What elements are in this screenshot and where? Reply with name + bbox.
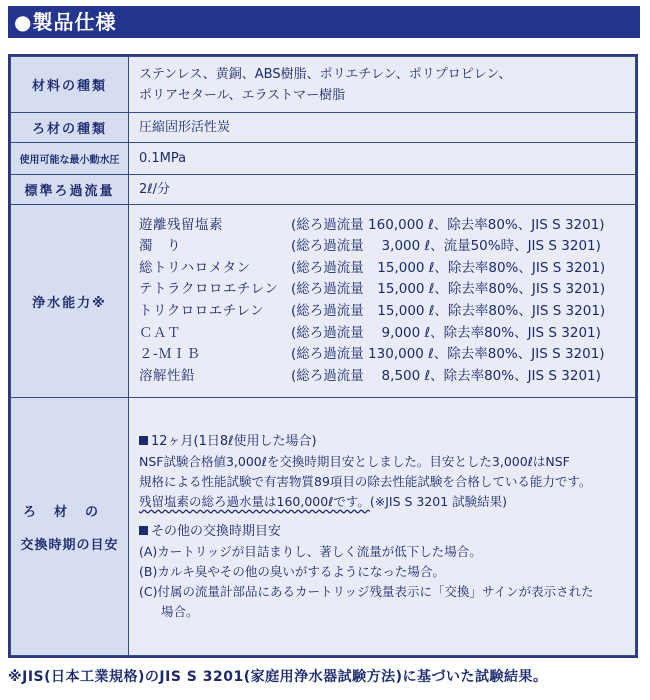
contaminant-name: 総トリハロメタン: [139, 259, 251, 276]
list-item: [139, 279, 625, 301]
contaminant-detail: (総ろ過流量 15,000 ℓ、除去率80%、JIS S 3201): [291, 303, 606, 319]
filter-media-label: ろ材の種類: [11, 113, 129, 143]
list-item: [139, 323, 625, 345]
replacement-guidance: [129, 398, 636, 656]
material-label: 材料の種類: [11, 57, 129, 113]
table-row-min-pressure: [11, 143, 636, 175]
contaminant-detail: (総ろ過流量 8,500 ℓ、除去率80%、JIS S 3201): [291, 367, 601, 384]
contaminant-name: ２-ＭＩＢ: [139, 346, 201, 363]
min-pressure-label: 使用可能な最小動水圧: [11, 143, 129, 175]
material-line-1: ステンレス、黄銅、ABS樹脂、ポリエチレン、ポリプロピレン、: [139, 66, 512, 82]
section-header: [8, 6, 640, 38]
square-bullet-icon: [139, 526, 148, 535]
contaminant-detail: (総ろ過流量 130,000 ℓ、除去率80%、JIS S 3201): [291, 346, 605, 363]
contaminant-detail: (総ろ過流量 3,000 ℓ、流量50%時、JIS S 3201): [291, 238, 601, 255]
replacement-section-1-title: 12ヶ月(1日8ℓ使用した場合): [139, 432, 625, 452]
replacement-condition-c-line-2: 場合。: [161, 603, 199, 619]
table-row-replacement: [11, 398, 636, 656]
material-line-2: ポリアセタール、エラストマー樹脂: [139, 87, 346, 103]
square-bullet-icon: [139, 436, 148, 445]
contaminant-name: 溶解性鉛: [139, 367, 195, 384]
list-item: [139, 301, 625, 323]
flow-rate-value: 2ℓ/分: [129, 175, 636, 205]
replacement-label-line-2: 交換時期の目安: [20, 537, 119, 553]
contaminant-name: 遊離残留塩素: [139, 216, 223, 233]
underlined-chlorine-note: 残留塩素の総ろ過水量は160,000ℓです。: [139, 493, 370, 509]
footnote: ※JIS(日本工業規格)のJIS S 3201(家庭用浄水器試験方法)に基づいた試験結果。: [8, 669, 548, 685]
replacement-label: [11, 398, 129, 656]
replacement-condition-b: (B)カルキ臭やその他の臭いがするようになった場合。: [139, 563, 445, 579]
flow-rate-label: 標準ろ過流量: [11, 175, 129, 205]
contaminant-name: テトラクロロエチレン: [139, 281, 279, 298]
list-item: [139, 344, 625, 366]
replacement-condition-a: (A)カートリッジが目詰まりし、著しく流量が低下した場合。: [139, 543, 482, 559]
replacement-label-line-1: ろ材の: [22, 504, 116, 520]
table-row-filter-media: [11, 113, 636, 143]
replacement-section-2-title: その他の交換時期目安: [139, 522, 625, 542]
min-pressure-value: 0.1MPa: [129, 143, 636, 175]
contaminant-detail: (総ろ過流量 15,000 ℓ、除去率80%、JIS S 3201): [291, 281, 606, 298]
list-item: [139, 366, 625, 388]
replacement-condition-c-line-1: (C)付属の流量計部品にあるカートリッジ残量表示に「交換」サインが表示された: [139, 583, 594, 599]
contaminant-detail: (総ろ過流量 9,000 ℓ、除去率80%、JIS S 3201): [291, 324, 601, 341]
contaminant-name: 濁 り: [139, 238, 181, 255]
list-item: [139, 236, 625, 258]
capability-label: 浄水能力※: [11, 205, 129, 398]
spec-table: [8, 54, 638, 658]
table-row-flow-rate: [11, 175, 636, 205]
contaminant-detail: (総ろ過流量 15,000 ℓ、除去率80%、JIS S 3201): [291, 259, 606, 276]
capability-list: [129, 205, 636, 398]
material-value: [129, 57, 636, 113]
contaminant-name: ＣＡＴ: [139, 324, 181, 341]
replacement-section-1-line-1: NSF試験合格値3,000ℓを交換時期目安としました。目安とした3,000ℓはNSF: [139, 453, 570, 469]
replacement-section-1-line-3: 残留塩素の総ろ過水量は160,000ℓです。(※JIS S 3201 試験結果): [139, 493, 508, 509]
list-item: [139, 258, 625, 280]
list-item: [139, 215, 625, 237]
contaminant-detail: (総ろ過流量 160,000 ℓ、除去率80%、JIS S 3201): [291, 216, 605, 233]
section-title: ●製品仕様: [14, 10, 117, 34]
table-row-material: [11, 57, 636, 113]
contaminant-name: トリクロロエチレン: [139, 303, 265, 319]
replacement-section-1-line-2: 規格による性能試験で有害物質89項目の除去性能試験を合格している能力です。: [139, 473, 592, 489]
filter-media-value: 圧縮固形活性炭: [129, 113, 636, 143]
table-row-capability: [11, 205, 636, 398]
